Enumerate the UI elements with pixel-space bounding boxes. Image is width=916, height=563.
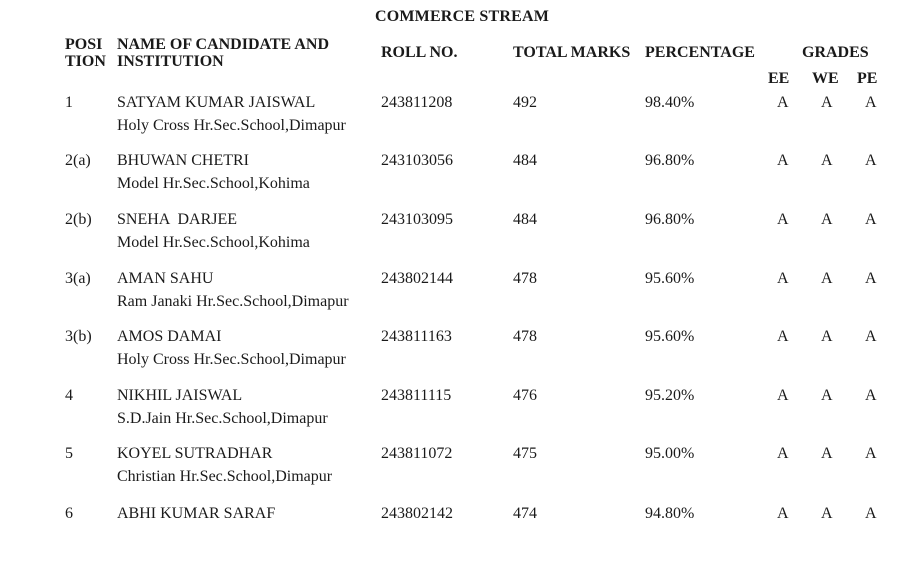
header-name-line1: NAME OF CANDIDATE AND — [117, 36, 329, 53]
cell-grade-pe: A — [865, 445, 877, 462]
cell-candidate-name: AMAN SAHU — [117, 270, 214, 287]
cell-roll-no: 243802142 — [381, 505, 453, 522]
cell-percentage: 95.60% — [645, 328, 695, 345]
cell-percentage: 95.00% — [645, 445, 695, 462]
cell-position: 2(a) — [65, 152, 91, 169]
cell-position: 4 — [65, 387, 73, 404]
cell-roll-no: 243811115 — [381, 387, 452, 404]
header-total: TOTAL MARKS — [513, 44, 631, 61]
cell-position: 6 — [65, 505, 73, 522]
cell-grade-ee: A — [777, 328, 789, 345]
cell-grade-pe: A — [865, 94, 877, 111]
table-row — [0, 270, 916, 328]
cell-grade-ee: A — [777, 152, 789, 169]
cell-total-marks: 478 — [513, 328, 537, 345]
cell-grade-we: A — [821, 328, 833, 345]
header-position — [65, 36, 106, 70]
table-row — [0, 94, 916, 152]
header-grade-pe: PE — [857, 70, 878, 87]
cell-position: 3(b) — [65, 328, 92, 345]
cell-institution: Christian Hr.Sec.School,Dimapur — [117, 468, 333, 485]
table-row — [0, 505, 916, 563]
cell-grade-we: A — [821, 94, 833, 111]
header-grade-we: WE — [812, 70, 839, 87]
header-name — [117, 36, 329, 70]
cell-roll-no: 243802144 — [381, 270, 453, 287]
cell-grade-we: A — [821, 445, 833, 462]
cell-candidate-name: SNEHA DARJEE — [117, 211, 238, 228]
cell-grade-ee: A — [777, 445, 789, 462]
cell-total-marks: 492 — [513, 94, 537, 111]
cell-percentage: 96.80% — [645, 152, 695, 169]
page-title: COMMERCE STREAM — [374, 8, 550, 25]
cell-percentage: 95.60% — [645, 270, 695, 287]
cell-grade-pe: A — [865, 328, 877, 345]
cell-grade-ee: A — [777, 270, 789, 287]
table-row — [0, 152, 916, 210]
header-grade-ee: EE — [768, 70, 790, 87]
cell-position: 5 — [65, 445, 73, 462]
cell-total-marks: 484 — [513, 211, 537, 228]
table-row — [0, 328, 916, 386]
cell-roll-no: 243811072 — [381, 445, 453, 462]
header-position-line1: POSI — [65, 36, 103, 53]
cell-total-marks: 478 — [513, 270, 537, 287]
header-roll: ROLL NO. — [381, 44, 458, 61]
cell-candidate-name: SATYAM KUMAR JAISWAL — [117, 94, 316, 111]
cell-percentage: 94.80% — [645, 505, 695, 522]
cell-total-marks: 476 — [513, 387, 537, 404]
cell-grade-pe: A — [865, 505, 877, 522]
table-row — [0, 211, 916, 269]
cell-institution: Holy Cross Hr.Sec.School,Dimapur — [117, 117, 346, 134]
cell-percentage: 98.40% — [645, 94, 695, 111]
cell-grade-pe: A — [865, 270, 877, 287]
cell-roll-no: 243103095 — [381, 211, 453, 228]
cell-grade-pe: A — [865, 152, 877, 169]
cell-grade-we: A — [821, 270, 833, 287]
cell-position: 2(b) — [65, 211, 92, 228]
cell-roll-no: 243103056 — [381, 152, 453, 169]
header-grades: GRADES — [802, 44, 869, 61]
cell-total-marks: 474 — [513, 505, 537, 522]
cell-grade-pe: A — [865, 387, 877, 404]
cell-position: 3(a) — [65, 270, 91, 287]
cell-roll-no: 243811208 — [381, 94, 453, 111]
cell-roll-no: 243811163 — [381, 328, 452, 345]
cell-total-marks: 484 — [513, 152, 537, 169]
cell-candidate-name: ABHI KUMAR SARAF — [117, 505, 276, 522]
cell-percentage: 96.80% — [645, 211, 695, 228]
cell-grade-ee: A — [777, 387, 789, 404]
cell-institution: Model Hr.Sec.School,Kohima — [117, 175, 310, 192]
cell-candidate-name: NIKHIL JAISWAL — [117, 387, 243, 404]
cell-grade-we: A — [821, 152, 833, 169]
table-row — [0, 445, 916, 503]
cell-candidate-name: AMOS DAMAI — [117, 328, 222, 345]
cell-institution: S.D.Jain Hr.Sec.School,Dimapur — [117, 410, 328, 427]
cell-grade-we: A — [821, 211, 833, 228]
cell-institution: Ram Janaki Hr.Sec.School,Dimapur — [117, 293, 349, 310]
cell-grade-ee: A — [777, 94, 789, 111]
cell-position: 1 — [65, 94, 73, 111]
cell-grade-we: A — [821, 505, 833, 522]
header-percentage: PERCENTAGE — [645, 44, 755, 61]
header-position-line2: TION — [65, 53, 106, 70]
table-row — [0, 387, 916, 445]
cell-candidate-name: BHUWAN CHETRI — [117, 152, 249, 169]
header-name-line2: INSTITUTION — [117, 53, 224, 70]
cell-grade-ee: A — [777, 211, 789, 228]
cell-grade-we: A — [821, 387, 833, 404]
cell-total-marks: 475 — [513, 445, 537, 462]
cell-candidate-name: KOYEL SUTRADHAR — [117, 445, 273, 462]
cell-institution: Model Hr.Sec.School,Kohima — [117, 234, 310, 251]
cell-percentage: 95.20% — [645, 387, 695, 404]
cell-institution: Holy Cross Hr.Sec.School,Dimapur — [117, 351, 346, 368]
cell-grade-ee: A — [777, 505, 789, 522]
cell-grade-pe: A — [865, 211, 877, 228]
